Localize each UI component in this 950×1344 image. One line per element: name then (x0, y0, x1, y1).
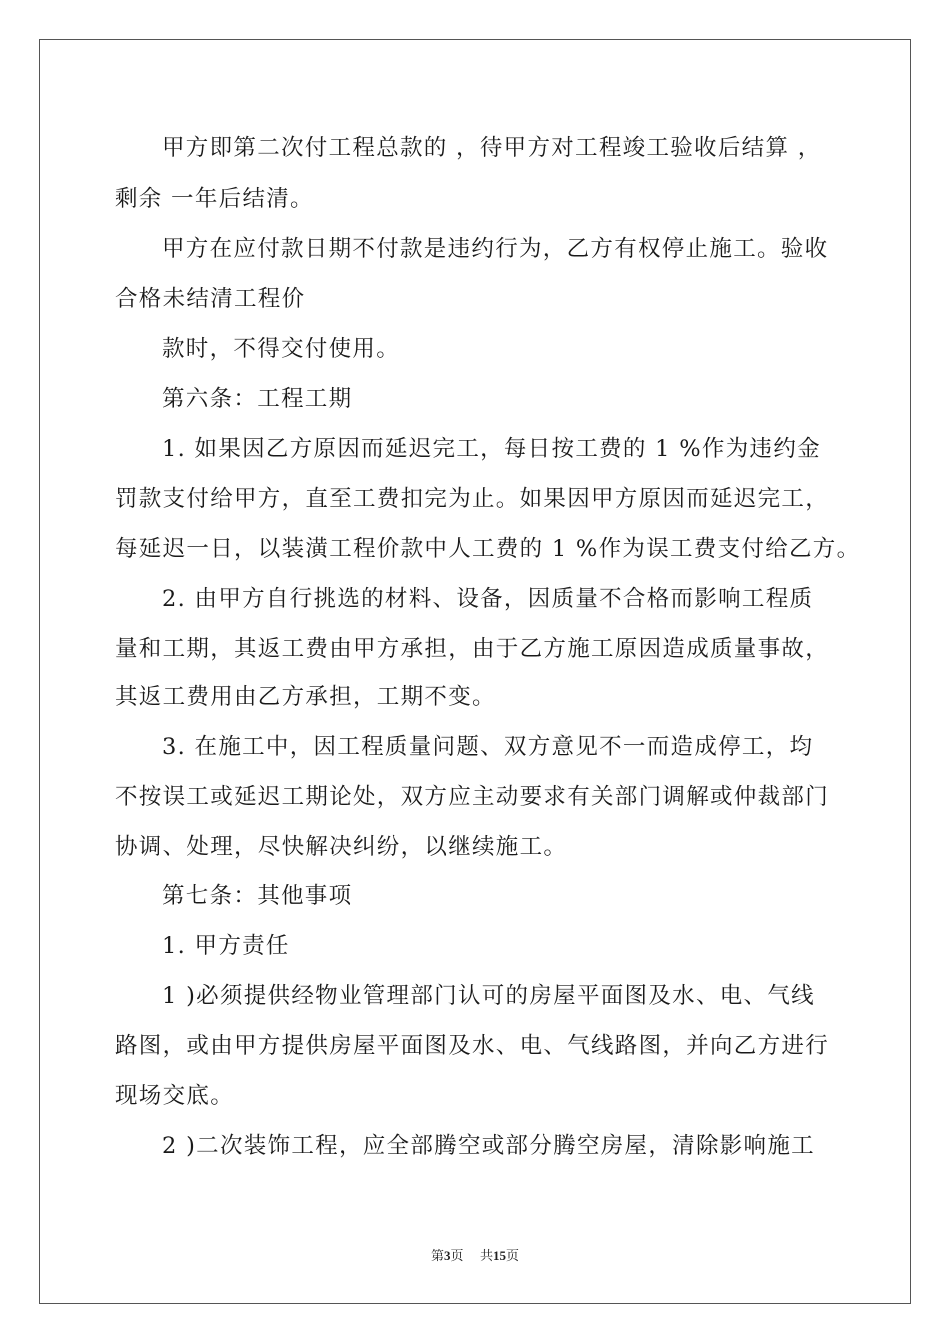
text-line: 甲方即第二次付工程总款的 ，待甲方对工程竣工验收后结算 ， (162, 135, 822, 161)
text-line: 现场交底。 (115, 1083, 235, 1109)
text-line: 不按误工或延迟工期论处，双方应主动要求有关部门调解或仲裁部门 (115, 784, 830, 810)
text-line: 1. 如果因乙方原因而延迟完工，每日按工费的 1 %作为违约金 (162, 436, 821, 462)
text-line: 路图，或由甲方提供房屋平面图及水、电、气线路图，并向乙方进行 (115, 1033, 830, 1059)
page-number: 3 (443, 1248, 451, 1263)
text-line: 剩余 一年后结清。 (115, 186, 314, 212)
text-line: 甲方在应付款日期不付款是违约行为，乙方有权停止施工。验收 (162, 236, 829, 262)
text-line: 2. 由甲方自行挑选的材料、设备，因质量不合格而影响工程质 (162, 586, 814, 612)
text-line: 每延迟一日，以装潢工程价款中人工费的 1 %作为误工费支付给乙方。 (115, 536, 861, 562)
text-line: 1 )必须提供经物业管理部门认可的房屋平面图及水、电、气线 (162, 983, 815, 1009)
text-line: 1. 甲方责任 (162, 933, 290, 959)
text-line: 合格未结清工程价 (115, 286, 306, 312)
footer-suffix: 页 (506, 1249, 520, 1264)
text-line: 款时，不得交付使用。 (162, 336, 401, 362)
text-line: 其返工费用由乙方承担，工期不变。 (115, 684, 496, 710)
page-footer (0, 1247, 950, 1266)
section-heading: 第六条：工程工期 (162, 386, 353, 412)
text-line: 3. 在施工中，因工程质量问题、双方意见不一而造成停工，均 (162, 734, 814, 760)
footer-middle: 页 共 (450, 1249, 494, 1264)
footer-prefix: 第 (430, 1249, 444, 1264)
text-line: 2 )二次装饰工程，应全部腾空或部分腾空房屋，清除影响施工 (162, 1133, 815, 1159)
total-pages: 15 (493, 1248, 507, 1263)
text-line: 协调、处理，尽快解决纠纷，以继续施工。 (115, 834, 568, 860)
page-border (39, 39, 911, 1304)
section-heading: 第七条：其他事项 (162, 883, 353, 909)
text-line: 量和工期，其返工费由甲方承担，由于乙方施工原因造成质量事故， (115, 636, 830, 662)
text-line: 罚款支付给甲方，直至工费扣完为止。如果因甲方原因而延迟完工， (115, 486, 830, 512)
